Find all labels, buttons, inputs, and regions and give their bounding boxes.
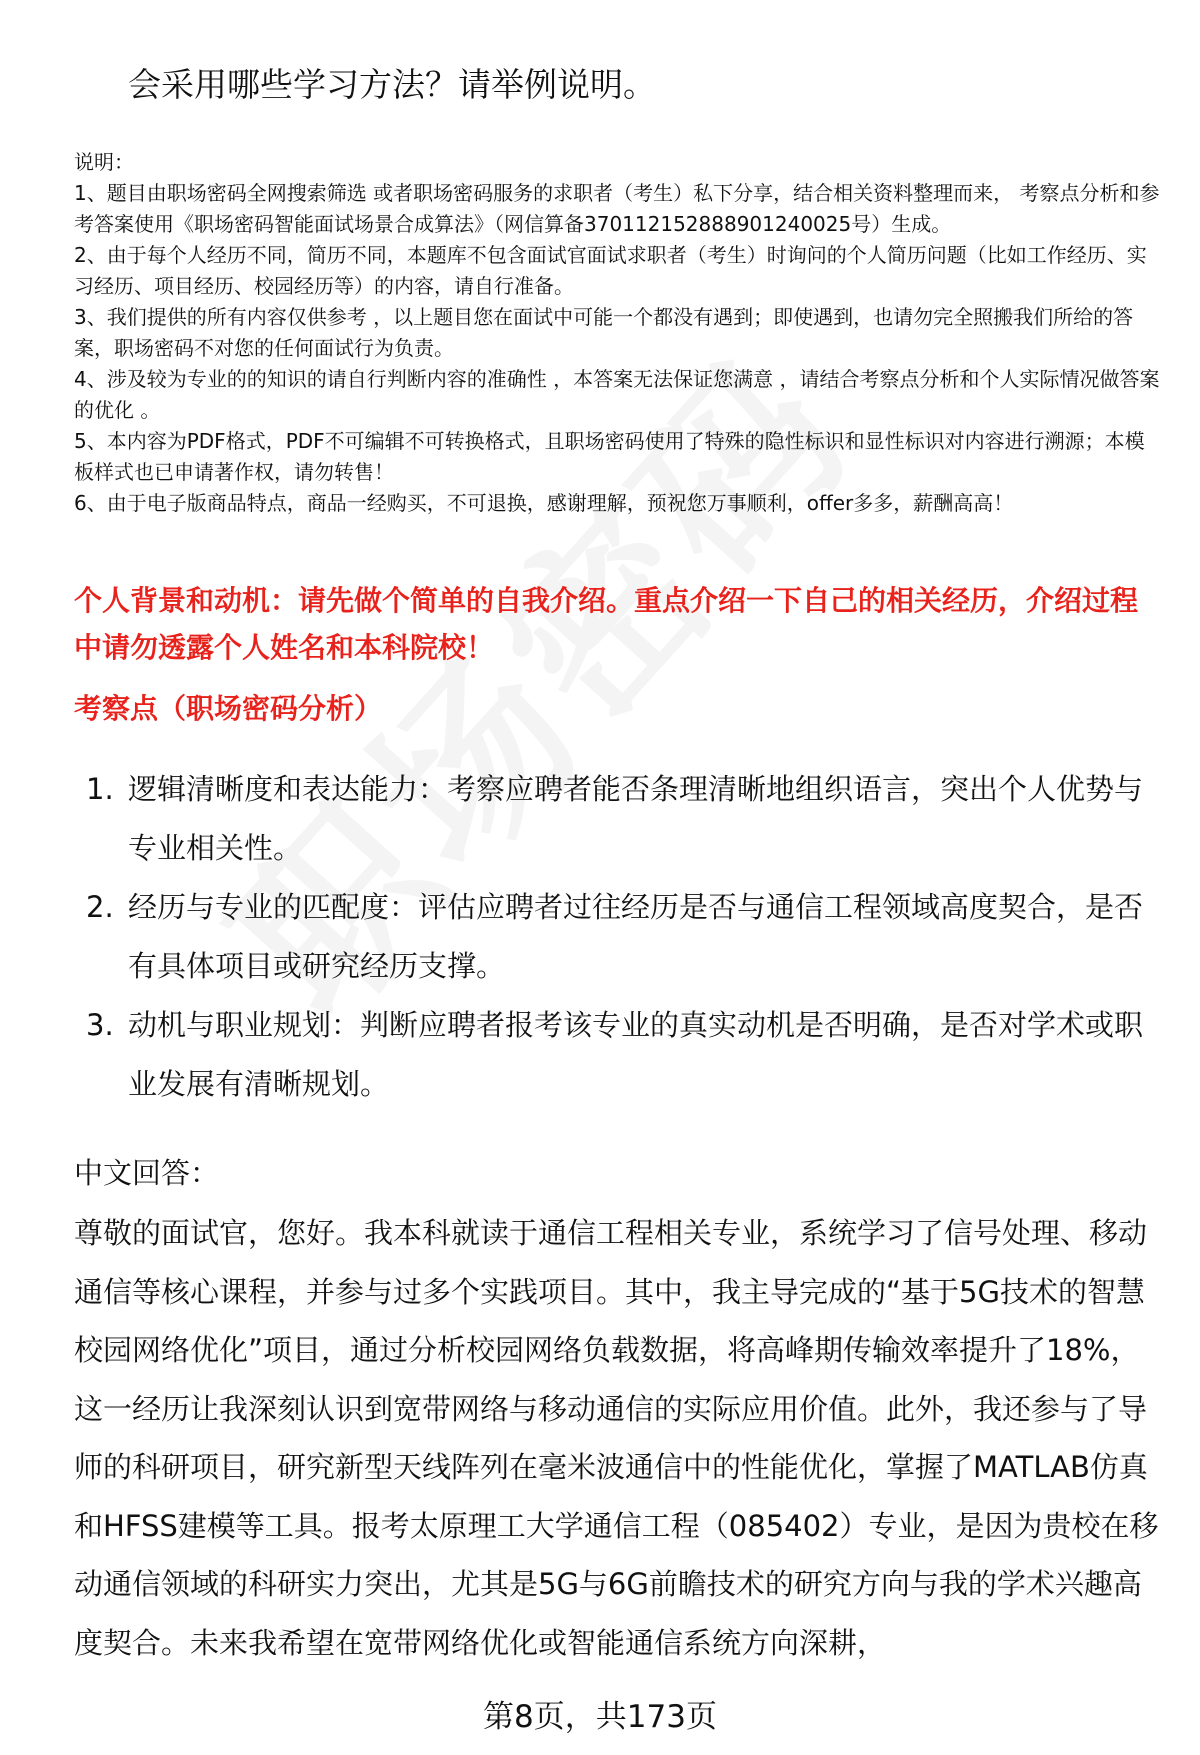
point-number: 3.: [86, 1008, 114, 1042]
point-text: 经历与专业的匹配度：评估应聘者过往经历是否与通信工程领域高度契合，是否有具体项目或研究经历支撑。: [128, 890, 1144, 983]
notes-title: 说明：: [74, 150, 134, 174]
note-item-4: 4、涉及较为专业的的知识的请自行判断内容的准确性 ，本答案无法保证您满意 ，请结合考察点分析和个人实际情况做答案的优化 。: [74, 367, 1160, 422]
notes-section: [74, 147, 1164, 519]
note-item-1: 1、题目由职场密码全网搜索筛选 或者职场密码服务的求职者（考生）私下分享，结合相关资料整理而来， 考察点分析和参考答案使用《职场密码智能面试场景合成算法》（网信算备370112152888901240025号）生成。: [74, 181, 1160, 236]
point-text: 动机与职业规划：判断应聘者报考该专业的真实动机是否明确，是否对学术或职业发展有清晰规划。: [128, 1008, 1144, 1101]
point-text: 逻辑清晰度和表达能力：考察应聘者能否条理清晰地组织语言，突出个人优势与专业相关性。: [128, 772, 1144, 865]
note-item-2: 2、由于每个人经历不同，简历不同，本题库不包含面试官面试求职者（考生）时询问的个人简历问题（比如工作经历、实习经历、项目经历、校园经历等）的内容，请自行准备。: [74, 243, 1147, 298]
note-item-3: 3、我们提供的所有内容仅供参考 ，以上题目您在面试中可能一个都没有遇到；即使遇到，也请勿完全照搬我们所给的答案，职场密码不对您的任何面试行为负责。: [74, 305, 1134, 360]
analysis-title: 考察点（职场密码分析）: [74, 692, 383, 725]
point-number: 1.: [86, 772, 114, 806]
point-number: 2.: [86, 890, 114, 924]
note-item-6: 6、由于电子版商品特点，商品一经购买，不可退换，感谢理解，预祝您万事顺利，offer多多，薪酬高高！: [74, 491, 1014, 515]
note-item-5: 5、本内容为PDF格式，PDF不可编辑不可转换格式，且职场密码使用了特殊的隐性标识和显性标识对内容进行溯源；本模板样式也已申请著作权，请勿转售！: [74, 429, 1145, 484]
analysis-point: [80, 760, 1160, 878]
page-number: 第8页，共173页: [483, 1699, 717, 1735]
analysis-point: [80, 878, 1160, 996]
answer-text: 尊敬的面试官，您好。我本科就读于通信工程相关专业，系统学习了信号处理、移动通信等核心课程，并参与过多个实践项目。其中，我主导完成的“基于5G技术的智慧校园网络优化”项目，通过分析校园网络负载数据，将高峰期传输效率提升了18%，这一经历让我深刻认识到宽带网络与移动通信的实际应用价值。此外，我还参与了导师的科研项目，研究新型天线阵列在毫米波通信中的性能优化，掌握了MATLAB仿真和HFSS建模等工具。报考太原理工大学通信工程（085402）专业，是因为贵校在移动通信领域的科研实力突出，尤其是5G与6G前瞻技术的研究方向与我的学术兴趣高度契合。未来我希望在宽带网络优化或智能通信系统方向深耕，: [74, 1216, 1159, 1660]
analysis-points: [80, 760, 1160, 1114]
question-tail: 会采用哪些学习方法？请举例说明。: [128, 65, 656, 104]
interview-question: 个人背景和动机：请先做个简单的自我介绍。重点介绍一下自己的相关经历，介绍过程中请勿透露个人姓名和本科院校！: [74, 584, 1139, 664]
analysis-point: [80, 996, 1160, 1114]
answer-label: 中文回答：: [74, 1156, 220, 1190]
